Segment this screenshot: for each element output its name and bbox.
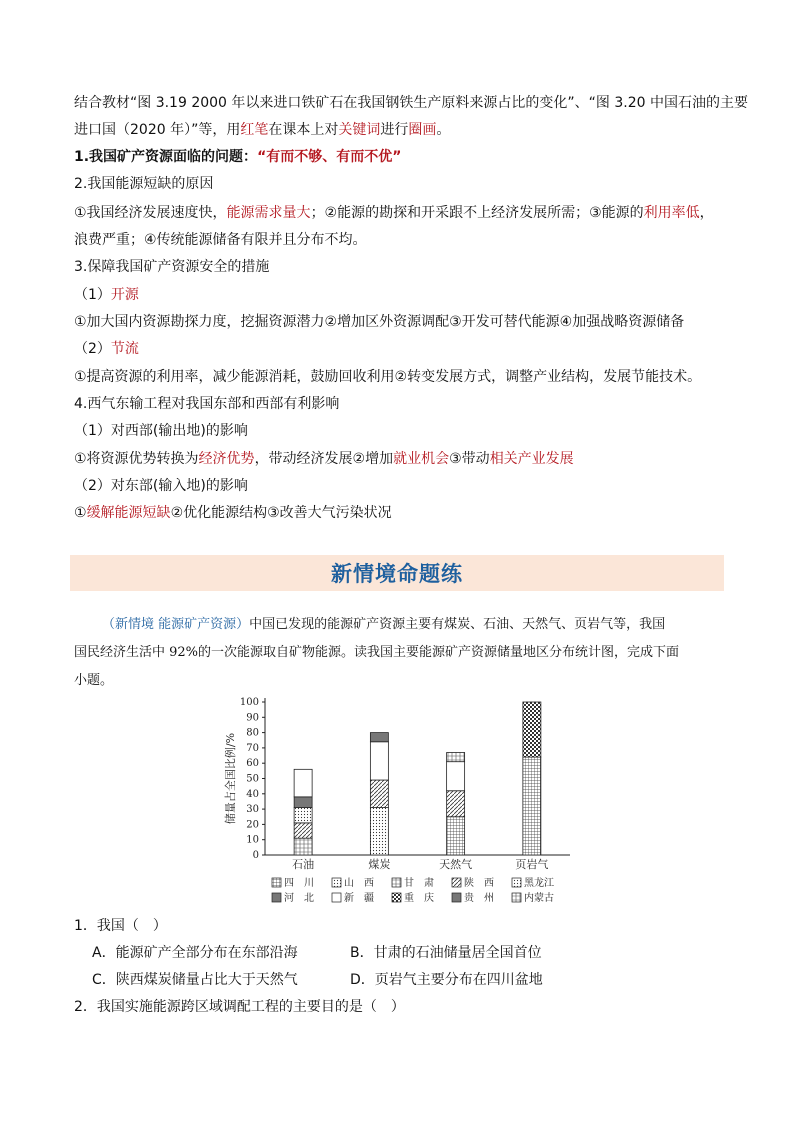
section-4-west [74, 448, 734, 470]
y-tick-label: 40 [246, 788, 259, 800]
banner-title: 新情境命题练 [331, 562, 463, 586]
legend-swatch [272, 878, 281, 887]
legend-label: 贵 州 [464, 893, 494, 904]
bar-segment [294, 823, 312, 838]
section-1 [74, 146, 734, 168]
option-1a[interactable]: A．能源矿产全部分布在东部沿海 [92, 945, 298, 961]
section-2-line-1 [74, 202, 734, 224]
text: ③带动 [449, 451, 490, 467]
text: （1） [74, 287, 111, 303]
highlight: 利用率低 [643, 205, 700, 221]
legend-swatch [272, 893, 281, 902]
highlight: 缓解能源短缺 [86, 505, 171, 521]
x-tick-label: 煤炭 [368, 858, 391, 871]
bar-segment [294, 769, 312, 797]
section-3-title: 3.保障我国矿产资源安全的措施 [74, 259, 270, 275]
y-tick-label: 80 [246, 727, 259, 739]
y-tick-label: 90 [246, 712, 259, 724]
section-2-title: 2.我国能源短缺的原因 [74, 176, 214, 192]
bar-segment [370, 808, 388, 855]
section-banner [70, 555, 724, 591]
intro-text: 进行 [380, 122, 409, 138]
section-4-sub-2: （2）对东部(输入地)的影响 [74, 478, 248, 494]
legend-swatch [452, 893, 461, 902]
y-tick-label: 20 [246, 819, 259, 831]
context-tag: （新情境 能源矿产资源） [102, 617, 250, 632]
section-4-sub-1: （1）对西部(输出地)的影响 [74, 423, 248, 439]
section-2-line-2: 浪费严重；④传统能源储备有限并且分布不均。 [74, 232, 367, 248]
highlight: 相关产业发展 [489, 451, 574, 467]
y-tick-label: 60 [246, 758, 259, 770]
section-4-east [74, 502, 734, 524]
legend-label: 黑龙江 [524, 878, 554, 889]
highlight: 就业机会 [393, 451, 450, 467]
x-tick-label: 石油 [292, 858, 315, 871]
section-4-title: 4.西气东输工程对我国东部和西部有利影响 [74, 396, 340, 412]
legend-label: 山 西 [344, 878, 374, 889]
bar-segment [447, 762, 465, 791]
highlight: 开源 [110, 287, 139, 303]
intro-circle: 圈画 [408, 122, 437, 138]
legend-swatch [452, 878, 461, 887]
intro-text: 进口国（2020 年）”等，用 [74, 122, 241, 138]
option-1c[interactable]: C．陕西煤炭储量占比大于天然气 [92, 972, 298, 988]
intro-text: 。 [436, 122, 451, 138]
question-1: 1．我国（ ） [74, 918, 167, 934]
text: ① [74, 505, 87, 521]
intro-line-1: 结合教材“图 3.19 2000 年以来进口铁矿石在我国钢铁生产原料来源占比的变化”、“图 3.20 中国石油的主要 [74, 95, 748, 111]
legend-swatch [332, 878, 341, 887]
legend-label: 重 庆 [404, 893, 434, 904]
intro-red-pen: 红笔 [240, 122, 269, 138]
y-tick-label: 70 [246, 742, 259, 754]
legend-label: 四 川 [284, 878, 314, 889]
bar-segment [370, 742, 388, 780]
question-2: 2．我国实施能源跨区域调配工程的主要目的是（ ） [74, 999, 405, 1015]
section-3-sub-2-body: ①提高资源的利用率，减少能源消耗，鼓励回收利用②转变发展方式，调整产业结构，发展节能技术。 [74, 369, 702, 385]
legend-label: 内蒙古 [524, 893, 554, 904]
x-tick-label: 天然气 [439, 858, 473, 871]
y-tick-label: 30 [246, 804, 259, 816]
bar-segment [523, 757, 541, 855]
legend-label: 陕 西 [464, 878, 494, 889]
context-line-2: 国民经济生活中 92%的一次能源取自矿物能源。读我国主要能源矿产资源储量地区分布统计图，完成下面 [74, 645, 680, 660]
legend-label: 新 疆 [344, 893, 374, 904]
y-tick-label: 50 [246, 773, 259, 785]
text: ②优化能源结构③改善大气污染状况 [170, 505, 392, 521]
highlight: 节流 [110, 341, 139, 357]
legend-swatch [332, 893, 341, 902]
bar-segment [370, 733, 388, 742]
y-tick-label: 100 [239, 697, 259, 708]
bar-segment [447, 791, 465, 817]
text: ；②能源的勘探和开采跟不上经济发展所需；③能源的 [310, 205, 644, 221]
bar-segment [370, 780, 388, 808]
intro-line-2 [74, 119, 734, 141]
bar-segment [294, 808, 312, 823]
section-1-title: 1.我国矿产资源面临的问题： [74, 149, 258, 165]
y-tick-label: 0 [252, 850, 259, 861]
section-3-sub-1-body: ①加大国内资源勘探力度，挖掘资源潜力②增加区外资源调配③开发可替代能源④加强战略资源储备 [74, 314, 685, 330]
text: （2） [74, 341, 111, 357]
intro-keyword: 关键词 [338, 122, 381, 138]
legend-swatch [512, 878, 521, 887]
y-tick-label: 10 [246, 834, 259, 846]
intro-text: 在课本上对 [268, 122, 339, 138]
option-1d[interactable]: D．页岩气主要分布在四川盆地 [350, 972, 543, 988]
bar-segment [447, 817, 465, 855]
bar-segment [294, 797, 312, 808]
legend-swatch [392, 893, 401, 902]
section-1-highlight: “有而不够、有而不优” [257, 149, 402, 165]
highlight: 能源需求量大 [226, 205, 311, 221]
legend-swatch [392, 878, 401, 887]
legend-label: 甘 肃 [404, 878, 434, 889]
bar-segment [523, 702, 541, 757]
option-1b[interactable]: B．甘肃的石油储量居全国首位 [350, 945, 542, 961]
section-3-sub-2 [74, 338, 734, 360]
bar-segment [447, 752, 465, 761]
reserves-chart [210, 690, 630, 915]
context-line-1 [74, 611, 734, 639]
bar-segment [294, 838, 312, 855]
highlight: 经济优势 [198, 451, 255, 467]
legend-label: 河 北 [284, 893, 314, 904]
text: ，带动经济发展②增加 [254, 451, 394, 467]
y-axis-label: 储量占全国比例/% [224, 732, 237, 825]
context-line-3: 小题。 [74, 673, 114, 688]
text: ①将资源优势转换为 [74, 451, 199, 467]
context-text: 中国已发现的能源矿产资源主要有煤炭、石油、天然气、页岩气等，我国 [249, 617, 666, 632]
x-tick-label: 页岩气 [515, 858, 549, 871]
legend-swatch [512, 893, 521, 902]
section-3-sub-1 [74, 284, 734, 306]
text: ， [699, 205, 714, 221]
text: ①我国经济发展速度快， [74, 205, 227, 221]
